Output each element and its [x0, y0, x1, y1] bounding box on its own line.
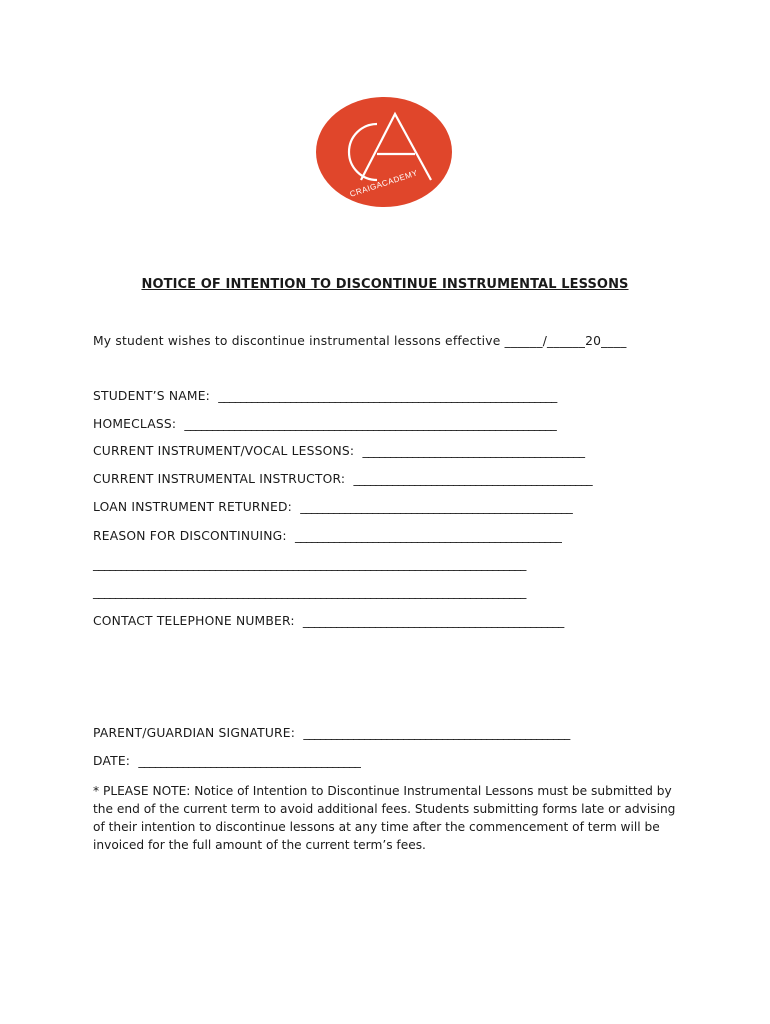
signature-field[interactable]: ________________________________________________	[303, 726, 570, 740]
student-name-field[interactable]: _____________________________________________________________	[218, 389, 557, 403]
instructor-row	[93, 472, 592, 486]
instrument-label: CURRENT INSTRUMENT/VOCAL LESSONS:	[93, 444, 355, 458]
instrument-row	[93, 444, 584, 458]
signature-label: PARENT/GUARDIAN SIGNATURE:	[93, 726, 296, 740]
intro-text: My student wishes to discontinue instrumental lessons effective	[93, 334, 501, 348]
date-row	[93, 754, 360, 768]
homeclass-label: HOMECLASS:	[93, 417, 177, 431]
signature-row	[93, 726, 570, 740]
reason-line-1[interactable]: ______________________________________________________________________________	[93, 557, 526, 571]
instrument-field[interactable]: ________________________________________	[362, 444, 585, 458]
logo-brand-text: CRAIGACADEMY	[348, 168, 419, 199]
contact-row	[93, 614, 564, 628]
homeclass-field[interactable]: ___________________________________________________________________	[184, 417, 557, 431]
reason-field[interactable]: ________________________________________________	[294, 529, 562, 543]
page-title: NOTICE OF INTENTION TO DISCONTINUE INSTRUMENTAL LESSONS	[141, 277, 629, 292]
instructor-field[interactable]: ___________________________________________	[353, 472, 593, 486]
reason-line-2[interactable]: ______________________________________________________________________________	[93, 585, 526, 599]
reason-row	[93, 529, 561, 543]
please-note-paragraph: * PLEASE NOTE: Notice of Intention to Discontinue Instrumental Lessons must be submitted by the end of the current term to avoid additional fees. Students submitting forms late or advising of their intention to discontinue lessons at any time after the commencement of term will be invoiced for the full amount of the current term’s fees.	[93, 784, 676, 852]
intro-line	[93, 334, 627, 348]
date-label: DATE:	[93, 754, 131, 768]
student-name-row	[93, 389, 557, 403]
contact-field[interactable]: _______________________________________________	[302, 614, 564, 628]
instructor-label: CURRENT INSTRUMENTAL INSTRUCTOR:	[93, 472, 346, 486]
homeclass-row	[93, 417, 556, 431]
craig-academy-logo	[315, 96, 453, 208]
contact-label: CONTACT TELEPHONE NUMBER:	[93, 614, 295, 628]
reason-label: REASON FOR DISCONTINUING:	[93, 529, 287, 543]
student-name-label: STUDENT’S NAME:	[93, 389, 211, 403]
loan-instrument-label: LOAN INSTRUMENT RETURNED:	[93, 500, 293, 514]
date-field[interactable]: ________________________________________	[138, 754, 361, 768]
loan-instrument-field[interactable]: _________________________________________________	[300, 500, 573, 514]
loan-instrument-row	[93, 500, 572, 514]
effective-date-blank[interactable]: ______/______20____	[504, 334, 627, 348]
